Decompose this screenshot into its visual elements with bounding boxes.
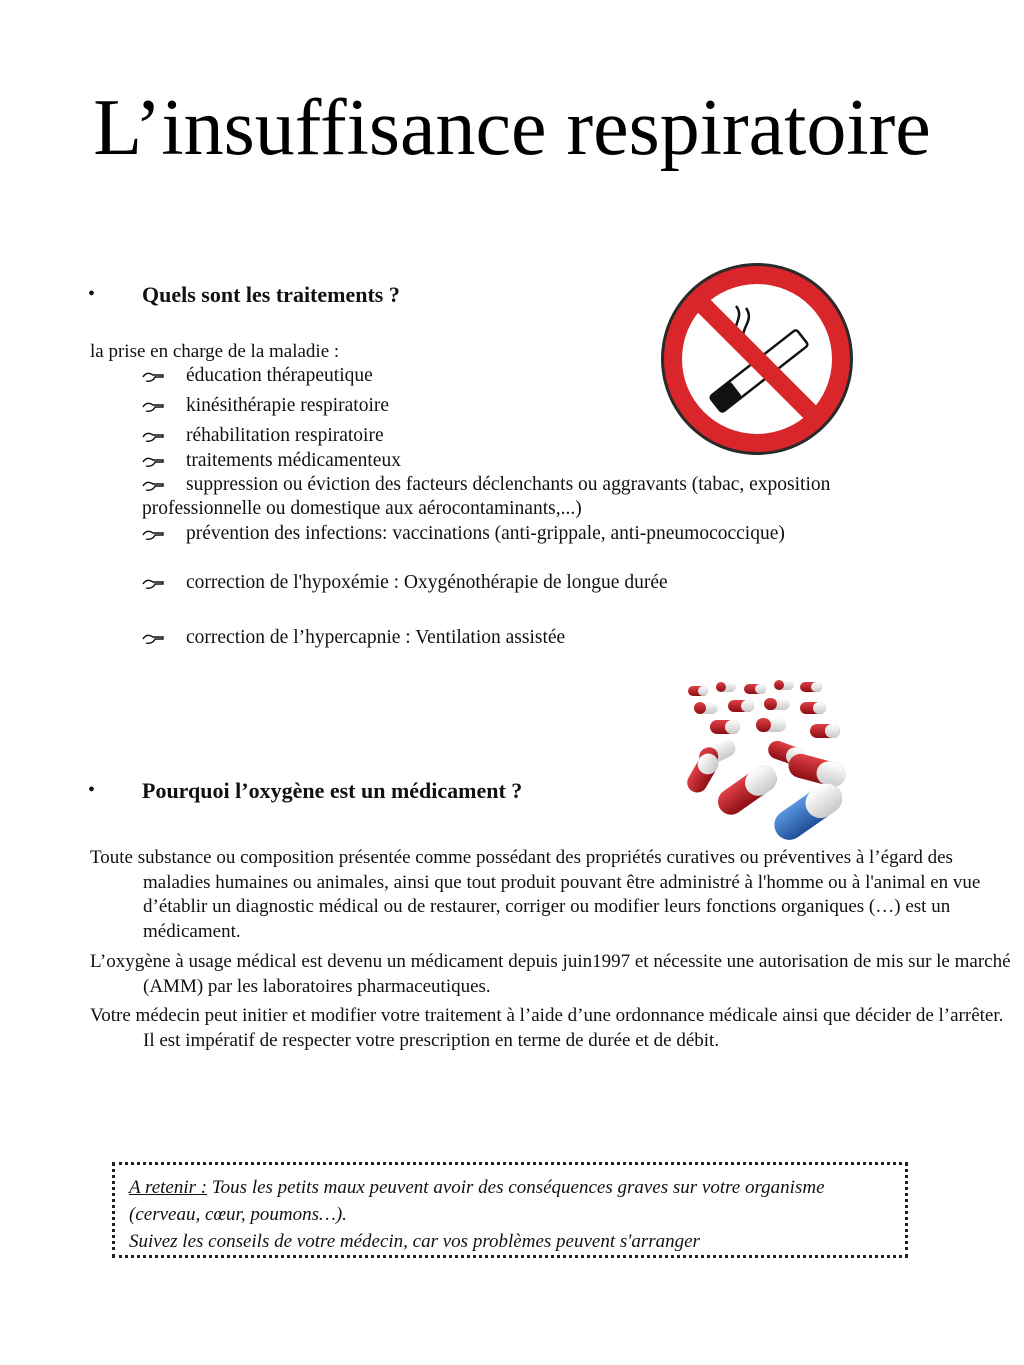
section-heading-oxygene: Pourquoi l’oxygène est un médicament ? [142, 778, 523, 803]
pointing-hand-icon [142, 394, 186, 418]
retain-label: A retenir : [129, 1177, 208, 1198]
pointing-hand-icon [142, 473, 186, 497]
list-item-text: kinésithérapie respiratoire [186, 395, 390, 416]
pointing-hand-icon [142, 364, 186, 388]
list-item-text: prévention des infections: vaccinations (anti-grippale, anti-pneumococcique) [186, 523, 785, 544]
page-title: L’insuffisance respiratoire [93, 84, 931, 172]
pointing-hand-icon [142, 449, 186, 473]
bullet-dot: • [88, 283, 96, 305]
list-item-text: correction de l'hypoxémie : Oxygénothérapie de longue durée [186, 572, 668, 593]
paragraph-amm: L’oxygène à usage médical est devenu un médicament depuis juin1997 et nécessite une autorisation de mis sur le marché (AMM) par les laboratoires pharmaceutiques. [90, 951, 1011, 997]
pointing-hand-icon [142, 626, 186, 650]
retain-note-text [129, 1174, 891, 1228]
list-item [142, 473, 947, 521]
list-item-text: éducation thérapeutique [186, 365, 373, 386]
section-intro: la prise en charge de la maladie : [90, 341, 340, 362]
list-item-text: réhabilitation respiratoire [186, 425, 384, 446]
list-item [142, 522, 962, 546]
bullet-dot: • [88, 779, 96, 801]
list-item-text: traitements médicamenteux [186, 450, 401, 471]
list-item [142, 626, 962, 650]
section-heading-traitements: Quels sont les traitements ? [142, 282, 400, 307]
pointing-hand-icon [142, 571, 186, 595]
retain-note-box [112, 1162, 908, 1258]
list-item-text: suppression ou éviction des facteurs déclenchants ou aggravants (tabac, exposition professionnelle ou domestique aux aérocontaminants,...) [142, 474, 831, 519]
retain-line-1: Tous les petits maux peuvent avoir des conséquences graves sur votre organisme (cerveau, cœur, poumons…). [129, 1177, 825, 1225]
pills-image [676, 672, 856, 844]
pointing-hand-icon [142, 522, 186, 546]
list-item-text: correction de l’hypercapnie : Ventilation assistée [186, 627, 566, 648]
retain-line-2: Suivez les conseils de votre médecin, car vos problèmes peuvent s'arranger [129, 1231, 700, 1252]
pointing-hand-icon [142, 424, 186, 448]
paragraph-definition: Toute substance ou composition présentée comme possédant des propriétés curatives ou préventives à l’égard des maladies humaines ou animales, ainsi que tout produit pouvant être administré à l'homme ou à l'animal en vue d’établir un diagnostic médical ou de restaurer, corriger ou modifier leurs fonctions organiques (…) est un médicament. [90, 847, 981, 942]
list-item [142, 571, 962, 595]
no-smoking-icon [658, 260, 856, 458]
paragraph-prescription: Votre médecin peut initier et modifier votre traitement à l’aide d’une ordonnance médicale ainsi que décider de l’arrêter. Il est impératif de respecter votre prescription en terme de durée et de débit. [90, 1005, 1004, 1051]
